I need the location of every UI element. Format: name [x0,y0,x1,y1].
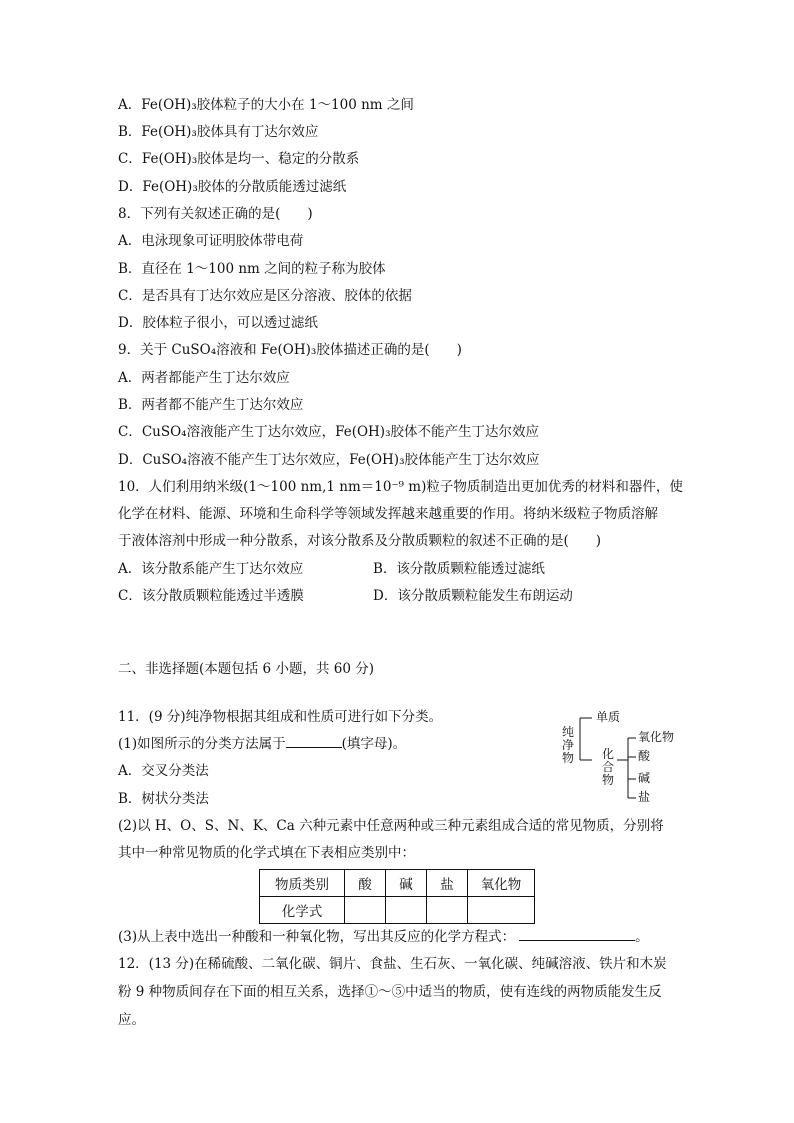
q7-option-d: D．Fe(OH)₃胶体的分散质能透过滤纸 [118,179,347,195]
q8-option-c: C．是否具有丁达尔效应是区分溶液、胶体的依据 [118,288,412,304]
section-title: 二、非选择题(本题包括 6 小题，共 60 分) [118,661,374,677]
substance-category-table [259,869,535,924]
q11-part3 [118,928,649,946]
table-header-row [260,870,535,897]
q11-option-a: A．交叉分类法 [118,763,209,779]
q10-stem-line-1: 10．人们利用纳米级(1～100 nm,1 nm＝10⁻⁹ m)粒子物质制造出更加优秀的材料和器件，使 [118,479,683,495]
table-header-cell: 盐 [427,870,468,897]
q11-option-b: B．树状分类法 [118,791,209,807]
answer-cell-acid[interactable] [345,897,386,924]
classification-tree-diagram [560,710,680,810]
q9-option-c: C．CuSO₄溶液能产生丁达尔效应，Fe(OH)₃胶体不能产生丁达尔效应 [118,424,539,440]
q11-stem: 11．(9 分)纯净物根据其组成和性质可进行如下分类。 [118,709,443,725]
q10-option-a: A．该分散系能产生丁达尔效应 [118,561,304,577]
q12-line-2: 粉 9 种物质间存在下面的相互关系，选择①～⑤中适当的物质，使有连线的两物质能发生反 [118,984,662,1000]
table-header-cell: 碱 [386,870,427,897]
table-row [260,897,535,924]
tree-connector-lines [560,710,680,810]
table-header-cell: 氧化物 [468,870,535,897]
q9-option-b: B．两者都不能产生丁达尔效应 [118,397,304,413]
answer-cell-oxide[interactable] [468,897,535,924]
tree-leaf-salt: 盐 [638,790,651,804]
q9-option-d: D．CuSO₄溶液不能产生丁达尔效应，Fe(OH)₃胶体能产生丁达尔效应 [118,452,540,468]
q8-option-a: A．电泳现象可证明胶体带电荷 [118,233,304,249]
q7-option-c: C．Fe(OH)₃胶体是均一、稳定的分散系 [118,151,360,167]
q11-part1-answer-blank[interactable] [286,735,342,748]
q11-part2-line-2: 其中一种常见物质的化学式填在下表相应类别中： [118,845,415,861]
tree-branch-elemental: 单质 [596,710,621,724]
q10-option-d: D．该分散质颗粒能发生布朗运动 [373,588,573,604]
tree-leaf-acid: 酸 [638,749,651,763]
q9-stem: 9．关于 CuSO₄溶液和 Fe(OH)₃胶体描述正确的是( ) [118,342,462,358]
answer-cell-base[interactable] [386,897,427,924]
q11-part1-text: (1)如图所示的分类方法属于 [118,736,286,752]
q10-stem-line-3: 于液体溶剂中形成一种分散系，对该分散系及分散质颗粒的叙述不正确的是( ) [118,533,602,549]
q10-stem-line-2: 化学在材料、能源、环境和生命科学等领域发挥越来越重要的作用。将纳米级粒子物质溶解 [118,506,658,522]
tree-branch-compound: 化合物 [602,747,615,787]
q8-stem: 8．下列有关叙述正确的是( ) [118,206,313,222]
q11-part1 [118,735,406,753]
q12-line-3: 应。 [118,1012,145,1028]
table-row-label: 化学式 [260,897,345,924]
q11-part1-suffix: (填字母)。 [341,736,407,752]
q11-part3-text: (3)从上表中选出一种酸和一种氧化物，写出其反应的化学方程式： [118,929,516,945]
tree-leaf-oxide: 氧化物 [638,730,675,744]
answer-cell-salt[interactable] [427,897,468,924]
q11-part3-answer-blank[interactable] [519,928,635,941]
tree-leaf-base: 碱 [638,771,651,785]
q7-option-a: A．Fe(OH)₃胶体粒子的大小在 1～100 nm 之间 [118,97,414,113]
q12-line-1: 12．(13 分)在稀硫酸、二氧化碳、铜片、食盐、生石灰、一氧化碳、纯碱溶液、铁片和木炭 [118,956,667,972]
table-header-cell: 酸 [345,870,386,897]
q10-option-b: B．该分散质颗粒能透过滤纸 [373,561,545,577]
q10-option-c: C．该分散质颗粒能透过半透膜 [118,588,304,604]
q8-option-d: D．胶体粒子很小，可以透过滤纸 [118,315,318,331]
table-header-cell: 物质类别 [260,870,345,897]
q11-part2-line-1: (2)以 H、O、S、N、K、Ca 六种元素中任意两种或三种元素组成合适的常见物质，分别将 [118,818,664,834]
q8-option-b: B．直径在 1～100 nm 之间的粒子称为胶体 [118,261,386,277]
q7-option-b: B．Fe(OH)₃胶体具有丁达尔效应 [118,124,319,140]
q11-part3-suffix: 。 [635,929,649,945]
q9-option-a: A．两者都能产生丁达尔效应 [118,370,290,386]
tree-root-label: 纯净物 [562,725,575,765]
